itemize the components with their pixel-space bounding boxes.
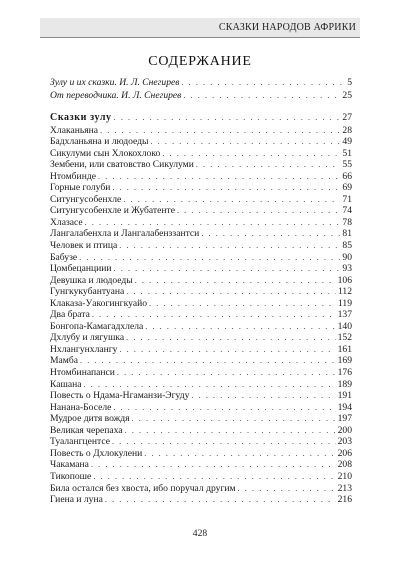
toc-entry[interactable]	[50, 228, 352, 240]
toc-entry-label: Мамба	[50, 355, 78, 367]
leader-dots	[91, 459, 336, 471]
toc-entry[interactable]	[50, 425, 352, 437]
leader-dots	[191, 390, 335, 402]
toc-entry-label: Кашана	[50, 378, 82, 390]
toc-entry-page: 137	[337, 309, 352, 321]
toc-entry-label: Дхлубу и лягушка	[50, 332, 125, 344]
toc-entry[interactable]	[50, 263, 352, 275]
leader-dots	[80, 355, 336, 367]
toc-entry-page: 216	[337, 494, 352, 506]
leader-dots	[114, 263, 341, 275]
leader-dots	[150, 136, 340, 148]
toc-entry-page: 93	[342, 263, 352, 275]
toc-entry-label: Гунгкукубантуана	[50, 286, 125, 298]
leader-dots	[123, 194, 340, 206]
toc-entry[interactable]	[50, 136, 352, 148]
leader-dots	[162, 148, 340, 160]
toc-entry[interactable]	[50, 171, 352, 183]
toc-entry-page: 85	[342, 240, 352, 252]
leader-dots	[105, 494, 336, 506]
toc-entry-label: Бадхланьяна и людоеды	[50, 136, 149, 148]
leader-dots	[98, 171, 340, 183]
toc-entry-label: Мудрое дитя вождя	[50, 413, 130, 425]
leader-dots	[79, 252, 340, 264]
toc-entry-label: Гиена и луна	[50, 494, 103, 506]
toc-entry-label: Два брата	[50, 309, 90, 321]
toc-entry[interactable]	[50, 436, 352, 448]
toc-section-heading[interactable]	[50, 112, 352, 124]
toc-entry-label: Туалангцентсе	[50, 436, 110, 448]
page-number: 428	[192, 528, 208, 539]
toc-entry-label: Ситунгусобенхле и Жубатенте	[50, 205, 175, 217]
toc-entry[interactable]	[50, 402, 352, 414]
toc-entry-label: Хлазасе	[50, 216, 83, 228]
toc-entry-page: 28	[342, 124, 352, 136]
toc-entry-page: 71	[342, 193, 352, 205]
section-label: Сказки зулу	[50, 112, 112, 123]
leader-dots	[113, 402, 335, 414]
toc-entry-label: Нтомбинде	[50, 170, 96, 182]
toc-entry-page: 55	[342, 159, 352, 171]
toc-entry-intro-1[interactable]	[50, 76, 352, 89]
toc-entry[interactable]	[50, 494, 352, 506]
leader-dots	[126, 286, 336, 298]
toc-entry[interactable]	[50, 448, 352, 460]
toc-entry[interactable]	[50, 309, 352, 321]
toc-entry[interactable]	[50, 159, 352, 171]
toc-entry-page: 78	[342, 216, 352, 228]
leader-dots	[145, 321, 335, 333]
toc-entry[interactable]	[50, 332, 352, 344]
toc-entry[interactable]	[50, 286, 352, 298]
toc-entry[interactable]	[50, 125, 352, 137]
toc-entry-label: Повесть о Ндама-Нгаманзи-Эгуду	[50, 390, 190, 402]
toc-entry-label: Горные голуби	[50, 182, 111, 194]
toc-entry[interactable]	[50, 355, 352, 367]
toc-entry-list	[50, 125, 352, 506]
toc-entry-label: Цомбецанциии	[50, 263, 112, 275]
leader-dots	[85, 217, 341, 229]
toc-entry[interactable]	[50, 413, 352, 425]
toc-entry-page: 140	[337, 320, 352, 332]
intro-entries	[50, 76, 352, 102]
toc-entry-page: 74	[342, 205, 352, 217]
section-page: 27	[342, 112, 352, 123]
toc-entry-page: 208	[337, 459, 352, 471]
toc-entry-label: Девушка и людоеды	[50, 274, 133, 286]
toc-entry[interactable]	[50, 298, 352, 310]
leader-dots	[181, 76, 345, 89]
toc-entry-page: 90	[342, 251, 352, 263]
toc-entry-label: Била остался без хвоста, ибо поручал другим	[50, 482, 236, 494]
toc-entry-label: Бабузе	[50, 251, 78, 263]
leader-dots	[149, 298, 336, 310]
toc-entry[interactable]	[50, 252, 352, 264]
toc-entry-page: 161	[337, 343, 352, 355]
toc-entry-label: Нтомбинапанси	[50, 367, 115, 379]
toc-entry-page: 210	[337, 470, 352, 482]
toc-entry-page: 25	[342, 90, 352, 101]
toc-entry-page: 206	[337, 447, 352, 459]
toc-entry-page: 169	[337, 355, 352, 367]
toc-entry-label: Клаказа-Уакогингкуайо	[50, 297, 148, 309]
running-head: СКАЗКИ НАРОДОВ АФРИКИ	[40, 18, 360, 38]
toc-entry-label: Человек и птица	[50, 240, 118, 252]
toc-entry-page: 112	[337, 286, 352, 298]
leader-dots	[135, 275, 336, 287]
toc-entry[interactable]	[50, 471, 352, 483]
leader-dots	[126, 332, 335, 344]
leader-dots	[196, 159, 341, 171]
leader-dots	[117, 367, 336, 379]
leader-dots	[119, 240, 340, 252]
leader-dots	[119, 344, 335, 356]
toc-entries	[50, 112, 352, 506]
toc-entry-label: Чакамана	[50, 459, 89, 471]
leader-dots	[114, 112, 341, 124]
toc-entry[interactable]	[50, 240, 352, 252]
leader-dots	[238, 483, 336, 495]
toc-entry-page: 49	[342, 136, 352, 148]
toc-entry-label: От переводчика. И. Л. Снегирев	[50, 90, 182, 101]
leader-dots	[125, 425, 336, 437]
leader-dots	[183, 89, 340, 102]
toc-entry[interactable]	[50, 182, 352, 194]
toc-entry-label: Тикопоше	[50, 470, 92, 482]
leader-dots	[144, 448, 335, 460]
toc-entry[interactable]	[50, 205, 352, 217]
toc-entry-page: 51	[342, 147, 352, 159]
toc-entry-label: Повесть о Дхлокулени	[50, 447, 143, 459]
leader-dots	[84, 379, 336, 391]
toc-entry-page: 66	[342, 170, 352, 182]
toc-entry-page: 106	[337, 274, 352, 286]
toc-entry-page: 203	[337, 436, 352, 448]
toc-entry-label: Сикулуми сын Хлокохлоко	[50, 147, 161, 159]
toc-entry-page: 197	[337, 413, 352, 425]
toc-entry-label: Нхлангунхлангу	[50, 343, 118, 355]
leader-dots	[201, 228, 340, 240]
leader-dots	[112, 436, 336, 448]
toc-entry-page: 200	[337, 424, 352, 436]
toc-entry-label: Хлаканьяна	[50, 124, 99, 136]
toc-entry-label: Великая черепаха	[50, 424, 123, 436]
toc-entry-label: Нанана-Боселе	[50, 401, 112, 413]
toc-entry[interactable]	[50, 217, 352, 229]
toc-entry[interactable]	[50, 367, 352, 379]
toc-entry[interactable]	[50, 321, 352, 333]
toc-entry-page: 189	[337, 378, 352, 390]
toc-entry-page: 194	[337, 401, 352, 413]
leader-dots	[177, 205, 340, 217]
toc-entry[interactable]	[50, 275, 352, 287]
toc-entry-page: 191	[337, 390, 352, 402]
toc-entry-page: 81	[342, 228, 352, 240]
page-title: СОДЕРЖАНИЕ	[148, 54, 252, 69]
toc-entry[interactable]	[50, 459, 352, 471]
toc-entry-label: Зембени, или сватовство Сикулуми	[50, 159, 194, 171]
leader-dots	[92, 309, 336, 321]
toc-entry[interactable]	[50, 344, 352, 356]
toc-entry[interactable]	[50, 390, 352, 402]
toc-entry-page: 152	[337, 332, 352, 344]
toc-entry-page: 69	[342, 182, 352, 194]
toc-entry-label: Зулу и их сказки. И. Л. Снегирев	[50, 77, 180, 88]
toc-entry-page: 5	[347, 77, 352, 88]
toc-entry-label: Лангалабенхла и Лангалабенззантси	[50, 228, 200, 240]
toc-entry[interactable]	[50, 194, 352, 206]
toc-entry[interactable]	[50, 379, 352, 391]
leader-dots	[100, 125, 340, 137]
toc-entry-label: Бонгопа-Камагадхлела	[50, 320, 144, 332]
toc-entry-label: Ситунгусобенхле	[50, 193, 122, 205]
leader-dots	[132, 413, 336, 425]
toc-entry-intro-2[interactable]	[50, 89, 352, 102]
leader-dots	[93, 471, 335, 483]
toc-entry[interactable]	[50, 148, 352, 160]
toc-entry[interactable]	[50, 483, 352, 495]
toc-entry-page: 176	[337, 367, 352, 379]
leader-dots	[112, 182, 340, 194]
toc-entry-page: 213	[337, 482, 352, 494]
toc-entry-page: 119	[337, 297, 352, 309]
